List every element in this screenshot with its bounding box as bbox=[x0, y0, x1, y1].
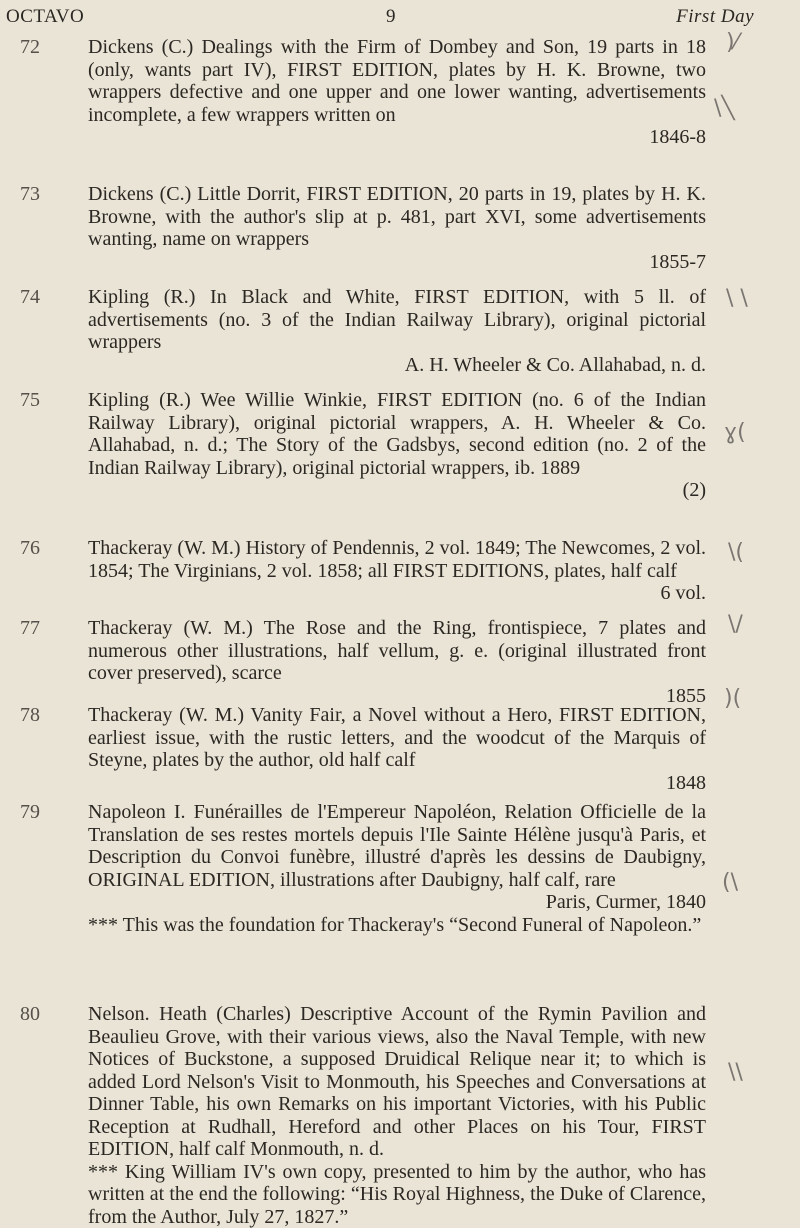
lot-number: 72 bbox=[20, 36, 40, 59]
lot-date: 6 vol. bbox=[88, 582, 706, 605]
pencil-mark: )⁄ bbox=[726, 30, 738, 55]
sale-day: First Day bbox=[676, 6, 754, 28]
format-heading: OCTAVO bbox=[6, 6, 84, 28]
lot-text: Kipling (R.) Wee Willie Winkie, FIRST EDITION (no. 6 of the Indian Railway Library), original pictorial wrappers, A. H. Wheeler & Co. Allahabad, n. d.; The Story of the Gadsbys, second edition (no. 2 of the Indian Railway Library), original pictorial wrappers, ib. 1889 bbox=[88, 389, 706, 479]
lot-text: Dickens (C.) Dealings with the Firm of Dombey and Son, 19 parts in 18 (only, wants part IV), FIRST EDITION, plates by H. K. Browne, two wrappers defective and one upper and one lower wanting, advertisements incomplete, a few wrappers written on bbox=[88, 36, 706, 126]
lot-description bbox=[88, 537, 706, 605]
pencil-mark: \/ bbox=[728, 612, 743, 637]
pencil-mark: )( bbox=[724, 686, 741, 711]
lot-text: Nelson. Heath (Charles) Descriptive Account of the Rymin Pavilion and Beaulieu Grove, with their various views, also the Naval Temple, with new Notices of Buckstone, a supposed Druidical Relique near it; to which is added Lord Nelson's Visit to Monmouth, his Speeches and Conversations at Dinner Table, his own Remarks on his important Victories, with his Public Reception at Rudhall, Hereford and other Places on his Tour, FIRST EDITION, half calf Monmouth, n. d. bbox=[88, 1003, 706, 1161]
lot-text: Thackeray (W. M.) History of Pendennis, 2 vol. 1849; The Newcomes, 2 vol. 1854; The Virginians, 2 vol. 1858; all FIRST EDITIONS, plates, half calf bbox=[88, 537, 706, 582]
lot-number: 73 bbox=[20, 183, 40, 206]
pencil-mark: (\ bbox=[722, 870, 738, 895]
lot-number: 78 bbox=[20, 704, 40, 727]
lot-number: 74 bbox=[20, 286, 40, 309]
lot-date: 1855 bbox=[88, 685, 706, 708]
lot-description bbox=[88, 286, 706, 376]
pencil-mark: \ \ bbox=[726, 286, 748, 311]
lot-number: 80 bbox=[20, 1003, 40, 1026]
lot-number: 79 bbox=[20, 801, 40, 824]
lot-description bbox=[88, 704, 706, 794]
pencil-mark: \( bbox=[728, 540, 744, 565]
pencil-mark: ɣ( bbox=[724, 420, 746, 445]
lot-description bbox=[88, 1003, 706, 1228]
page-header bbox=[0, 4, 800, 34]
lot-date: Paris, Curmer, 1840 bbox=[88, 891, 706, 914]
lot-date: A. H. Wheeler & Co. Allahabad, n. d. bbox=[88, 354, 706, 377]
lot-description bbox=[88, 183, 706, 273]
lot-text: Dickens (C.) Little Dorrit, FIRST EDITION, 20 parts in 19, plates by H. K. Browne, with the author's slip at p. 481, part XVI, some advertisements wanting, name on wrappers bbox=[88, 183, 706, 251]
lot-description bbox=[88, 36, 706, 149]
lot-description bbox=[88, 617, 706, 707]
lot-text: Thackeray (W. M.) Vanity Fair, a Novel without a Hero, FIRST EDITION, earliest issue, with the rustic letters, and the woodcut of the Marquis of Steyne, plates by the author, old half calf bbox=[88, 704, 706, 772]
lot-text: Napoleon I. Funérailles de l'Empereur Napoléon, Relation Officielle de la Translation de ses restes mortels depuis l'Ile Sainte Hélène jusqu'à Paris, et Description du Convoi funèbre, illustré d'après les dessins de Daubigny, ORIGINAL EDITION, illustrations after Daubigny, half calf, rare bbox=[88, 801, 706, 891]
lot-description bbox=[88, 801, 706, 936]
lot-number: 77 bbox=[20, 617, 40, 640]
lot-text: Kipling (R.) In Black and White, FIRST EDITION, with 5 ll. of advertisements (no. 3 of the Indian Railway Library), original pictorial wrappers bbox=[88, 286, 706, 354]
lot-note: *** This was the foundation for Thackeray's “Second Funeral of Napoleon.” bbox=[88, 914, 706, 937]
lot-date: 1855-7 bbox=[88, 251, 706, 274]
pencil-mark: \╲ bbox=[714, 96, 735, 121]
lot-date: 1848 bbox=[88, 772, 706, 795]
lot-number: 76 bbox=[20, 537, 40, 560]
margin-annotations bbox=[706, 0, 800, 1222]
lot-note: *** King William IV's own copy, presented to him by the author, who has written at the end the following: “His Royal Highness, the Duke of Clarence, from the Author, July 27, 1827.” bbox=[88, 1161, 706, 1228]
lot-date: (2) bbox=[88, 479, 706, 502]
lot-number: 75 bbox=[20, 389, 40, 412]
pencil-mark: \\ bbox=[728, 1060, 743, 1085]
page-number: 9 bbox=[386, 6, 396, 28]
lot-date: 1846-8 bbox=[88, 126, 706, 149]
lot-text: Thackeray (W. M.) The Rose and the Ring, frontispiece, 7 plates and numerous other illustrations, half vellum, g. e. (original illustrated front cover preserved), scarce bbox=[88, 617, 706, 685]
lot-description bbox=[88, 389, 706, 502]
